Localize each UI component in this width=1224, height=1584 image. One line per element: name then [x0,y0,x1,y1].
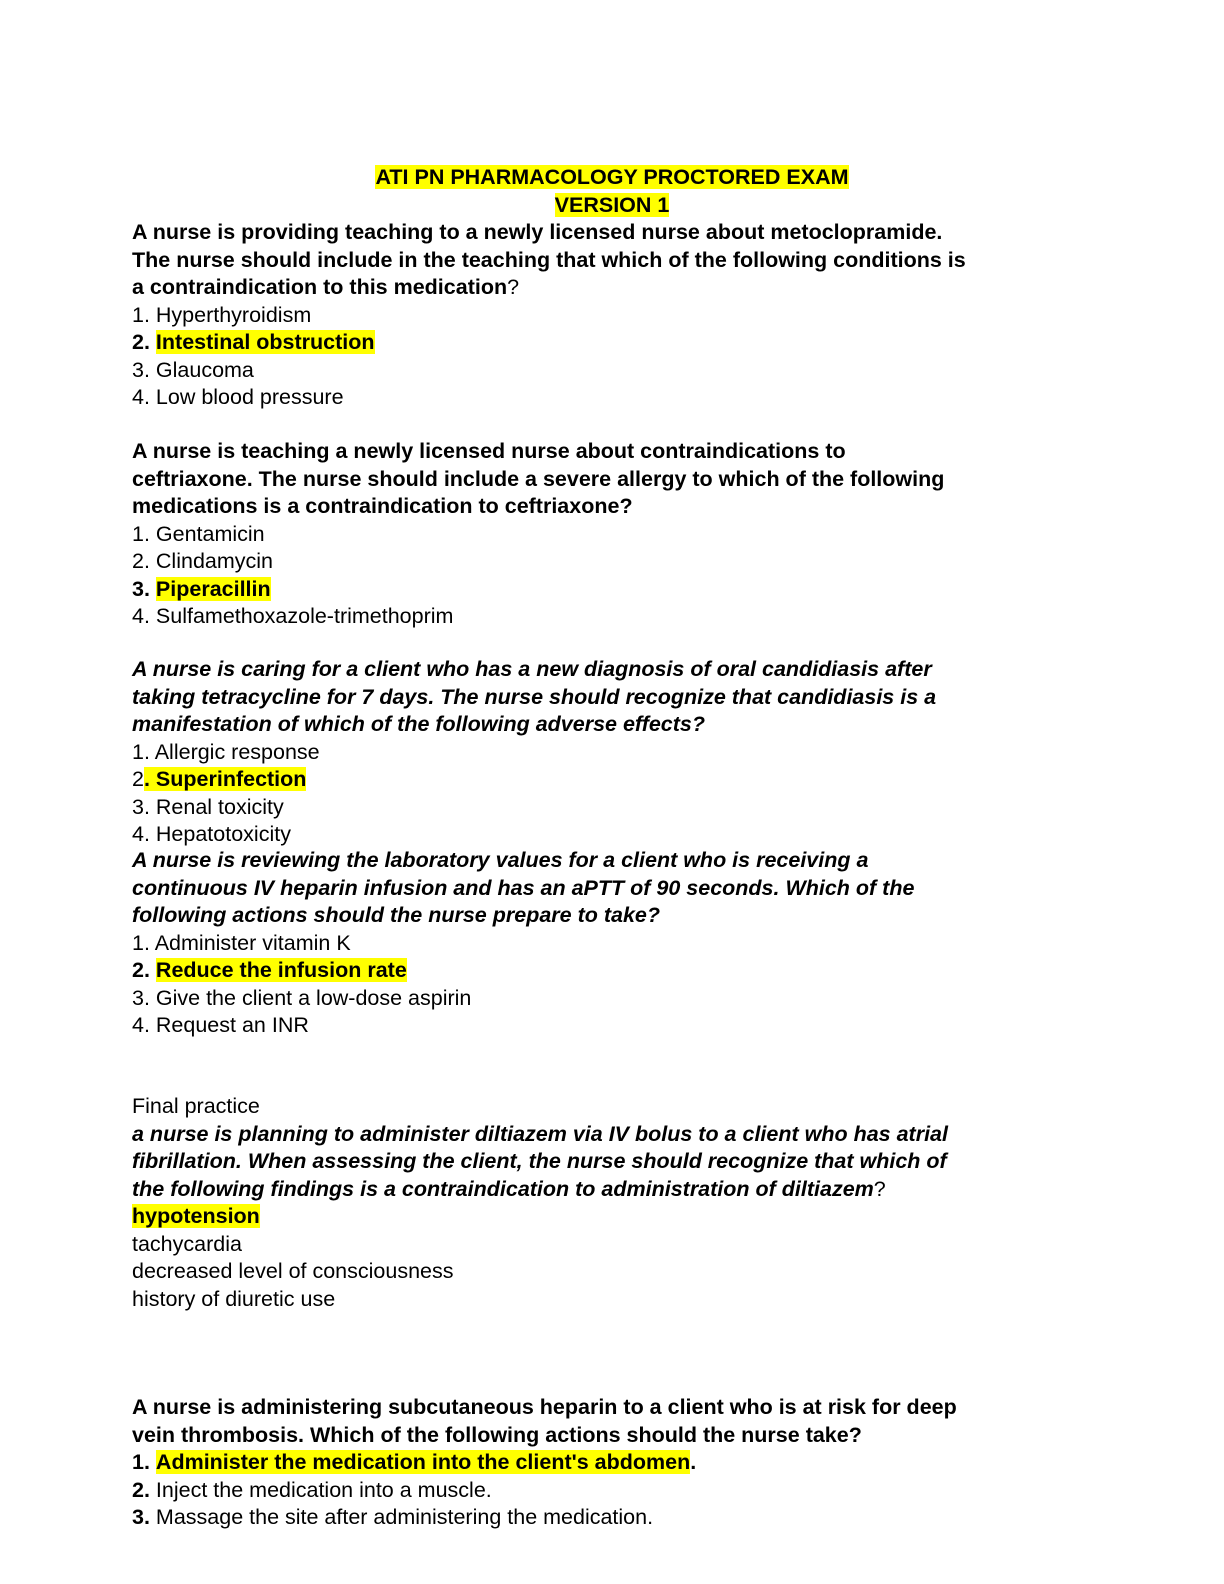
question-6-line-2: vein thrombosis. Which of the following actions should the nurse take? [132,1422,862,1447]
question-5-line-1: a nurse is planning to administer diltiazem via IV bolus to a client who has atrial [132,1121,948,1146]
title-line-2: VERSION 1 [554,192,670,217]
question-3-line-3: manifestation of which of the following adverse effects? [132,712,706,736]
question-1-option-4: 4. Low blood pressure [132,385,344,409]
question-5-option-4: history of diuretic use [132,1286,336,1311]
question-6-option-3: 3. Massage the site after administering the medication. [132,1505,654,1529]
question-6-line-1: A nurse is administering subcutaneous heparin to a client who is at risk for deep [132,1395,957,1419]
question-5 [132,1093,1092,1313]
question-1-line-1: A nurse is providing teaching to a newly licensed nurse about metoclopramide. [132,220,943,244]
title-line-1: ATI PN PHARMACOLOGY PROCTORED EXAM [375,165,849,189]
question-5-option-2: tachycardia [132,1231,242,1256]
final-practice-heading: Final practice [132,1094,260,1118]
exam-title [0,164,1224,219]
question-4-line-3: following actions should the nurse prepare to take? [132,903,661,927]
question-5-line-3: the following findings is a contraindication to administration of diltiazem? [132,1176,886,1201]
question-6-option-2: 2. Inject the medication into a muscle. [132,1477,492,1502]
question-2-option-4: 4. Sulfamethoxazole-trimethoprim [132,604,454,628]
question-1-line-2: The nurse should include in the teaching that which of the following conditions is [132,247,966,272]
question-2 [132,438,1092,631]
question-4-option-4: 4. Request an INR [132,1013,309,1037]
question-1 [132,219,1092,412]
question-2-option-3-answer: 3. Piperacillin [132,576,271,601]
question-4-option-2-answer: 2. Reduce the infusion rate [132,958,407,982]
question-2-option-2: 2. Clindamycin [132,549,273,573]
question-1-line-3: a contraindication to this medication? [132,275,520,299]
question-3-line-1: A nurse is caring for a client who has a new diagnosis of oral candidiasis after [132,657,932,681]
question-4-option-3: 3. Give the client a low-dose aspirin [132,985,472,1010]
question-6 [132,1394,1092,1532]
question-4-line-1: A nurse is reviewing the laboratory values for a client who is receiving a [132,848,869,872]
question-1-option-1: 1. Hyperthyroidism [132,302,312,327]
question-3-option-4: 4. Hepatotoxicity [132,822,291,846]
question-4-option-1: 1. Administer vitamin K [132,930,351,955]
question-2-line-3: medications is a contraindication to ceftriaxone? [132,494,633,518]
question-3-line-2: taking tetracycline for 7 days. The nurse should recognize that candidiasis is a [132,684,937,709]
question-3-option-3: 3. Renal toxicity [132,794,284,819]
question-5-line-2: fibrillation. When assessing the client, the nurse should recognize that which of [132,1149,947,1173]
question-5-option-answer: hypotension [132,1204,260,1228]
question-2-line-1: A nurse is teaching a newly licensed nurse about contraindications to [132,439,846,463]
question-3-option-2-answer: 2. Superinfection [132,767,307,791]
question-2-option-1: 1. Gentamicin [132,521,265,546]
question-3 [132,656,1092,849]
question-3-option-1: 1. Allergic response [132,739,320,764]
question-4-line-2: continuous IV heparin infusion and has an aPTT of 90 seconds. Which of the [132,875,915,900]
question-2-line-2: ceftriaxone. The nurse should include a severe allergy to which of the following [132,466,945,491]
question-1-option-2-answer: 2. Intestinal obstruction [132,330,375,354]
question-1-option-3: 3. Glaucoma [132,357,254,382]
question-5-option-3: decreased level of consciousness [132,1259,454,1283]
question-4 [132,847,1092,1040]
question-6-option-1-answer: 1. Administer the medication into the client's abdomen. [132,1450,697,1474]
